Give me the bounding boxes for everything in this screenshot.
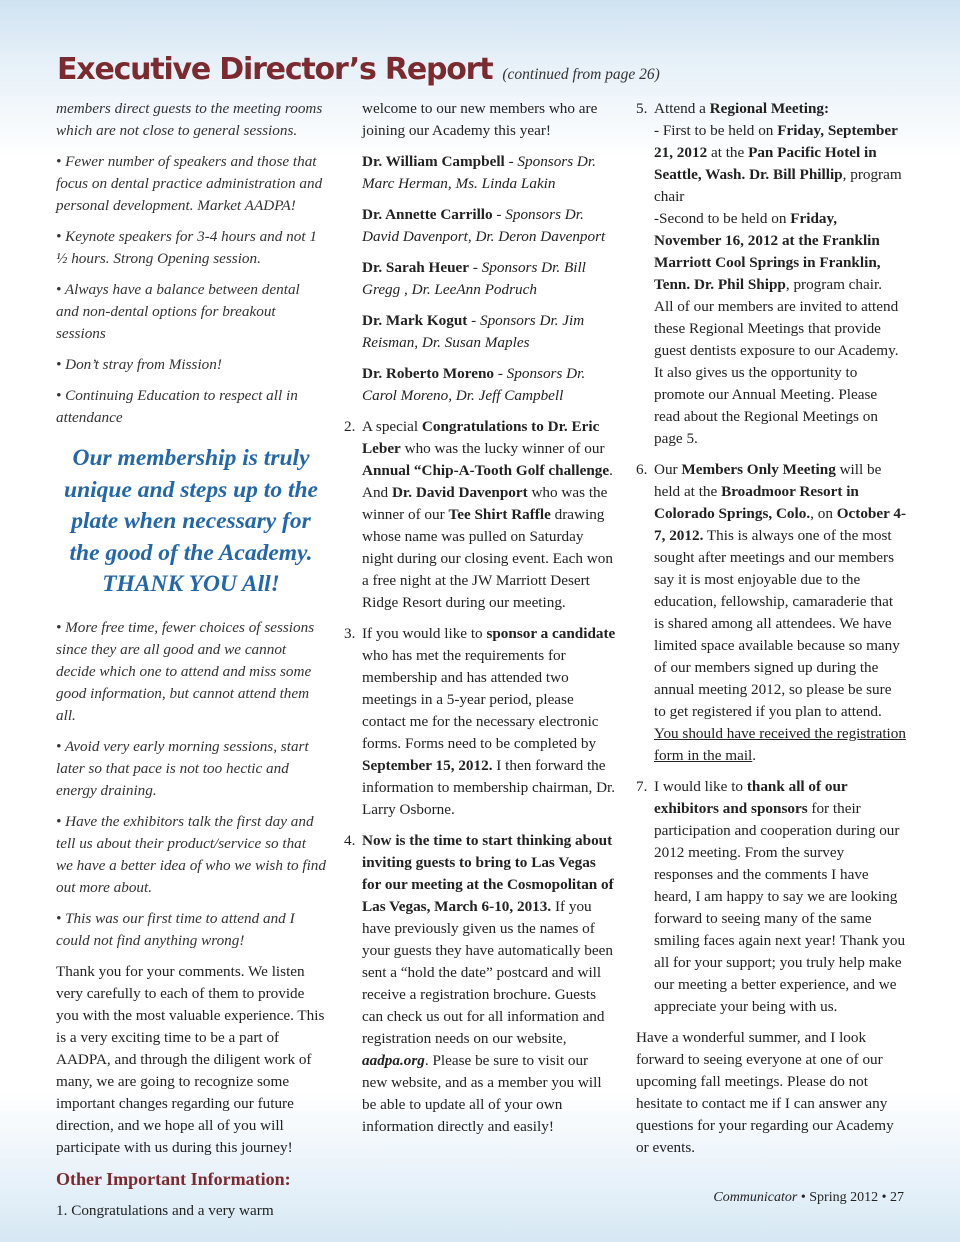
text: for their participation and cooperation during our 2012 meeting. From the survey responses and the comments I have heard, I am happy to say we are looking forward to seeing many of the same smiling faces again next year! Thank you all for your support; you truly help make our meeting a better experience, and we appreciate your being with us. bbox=[654, 800, 906, 1015]
sponsor-names: - Sponsors Dr. David Davenport, Dr. Deron Davenport bbox=[362, 206, 606, 245]
text-bold: Dr. David Davenport bbox=[391, 484, 528, 501]
text: All of our members are invited to attend these Regional Meetings that provide guest dentists exposure to our Academy. It also gives us the opportunity to promote our Annual Meeting. Please read about the Regional Meetings on page 5. bbox=[654, 298, 899, 447]
text: . Please be sure to visit our new website, and as a member you will be able to update all of your own information directly and easily! bbox=[362, 1052, 602, 1135]
sponsor-entry bbox=[362, 151, 616, 195]
continued-note: (continued from page 26) bbox=[502, 66, 660, 83]
item-number: 7. bbox=[636, 778, 648, 795]
list-item-5 bbox=[636, 98, 906, 450]
website-link-text: aadpa.org bbox=[362, 1052, 425, 1069]
item-number: 2. bbox=[344, 418, 356, 435]
text: Attend a bbox=[654, 100, 710, 117]
sponsor-names: - Sponsors Dr. Marc Herman, Ms. Linda Lakin bbox=[362, 153, 596, 192]
text-bold: Annual “Chip-A-Tooth Golf challenge bbox=[362, 462, 610, 479]
text: , on bbox=[810, 505, 837, 522]
member-name: Dr. Roberto Moreno bbox=[362, 365, 495, 382]
text: This is always one of the most sought after meetings and our members say it is most enjoyable due to the education, fellowship, camaraderie that is shared among all attendees. We have limited space available because so many of our members signed up during the annual meeting 2012, so please be sure to get registered if you plan to attend. bbox=[654, 527, 900, 720]
text: who was the winner of our bbox=[362, 484, 608, 523]
text: . bbox=[752, 747, 757, 764]
page-footer bbox=[713, 1190, 904, 1206]
sponsor-names: - Sponsors Dr. Bill Gregg , Dr. LeeAnn Podruch bbox=[362, 259, 586, 298]
text-bold: thank all of our exhibitors and sponsors bbox=[654, 778, 848, 817]
text-bold: Members Only Meeting bbox=[681, 461, 836, 478]
feedback-item: • Have the exhibitors talk the first day and tell us about their product/service so that we have a better idea of who we wish to find out more about. bbox=[56, 812, 326, 896]
text-underlined: You should have received the registration form in the mail bbox=[654, 725, 906, 764]
column-3 bbox=[636, 98, 906, 1168]
text: I would like to bbox=[654, 778, 747, 795]
feedback-item: • Fewer number of speakers and those that focus on dental practice administration and personal development. Market AADPA! bbox=[56, 153, 323, 214]
member-name: Dr. William Campbell bbox=[362, 153, 505, 170]
section-heading: Other Important Information: bbox=[56, 1168, 291, 1189]
feedback-item: • Don’t stray from Mission! bbox=[56, 356, 222, 373]
text: who was the lucky winner of our bbox=[400, 440, 605, 457]
page-header bbox=[57, 52, 660, 87]
text: If you would like to bbox=[362, 625, 487, 642]
text-bold: October 4-7, 2012. bbox=[654, 505, 907, 544]
text: who has met the requirements for membership and has attended two meetings in a 5-year period, please contact me for the necessary electronic forms. Forms need to be completed by bbox=[362, 647, 599, 752]
feedback-item: • Keynote speakers for 3-4 hours and not 1 ½ hours. Strong Opening session. bbox=[56, 228, 317, 267]
text: . And bbox=[362, 462, 613, 501]
text-bold: Now is the time to start thinking about inviting guests to bring to Las Vegas for our meeting at the Cosmopolitan of Las Vegas, March 6-10, 2013. bbox=[362, 832, 614, 915]
feedback-item: • Always have a balance between dental and non-dental options for breakout sessions bbox=[56, 281, 300, 342]
sponsor-names: - Sponsors Dr. Carol Moreno, Dr. Jeff Campbell bbox=[362, 365, 586, 404]
feedback-item: • Continuing Education to respect all in attendance bbox=[56, 387, 298, 426]
publication-name: Communicator bbox=[713, 1190, 798, 1205]
feedback-item: • This was our first time to attend and I could not find anything wrong! bbox=[56, 909, 295, 949]
text: , program chair bbox=[654, 166, 902, 205]
thanks-paragraph: Thank you for your comments. We listen very carefully to each of them to provide you with the most valuable experience. This is a very exciting time to be a part of AADPA, and through the diligent work of many, we are going to recognize some important changes regarding our future direction, and we hope all of you will participate with us during this journey! bbox=[56, 962, 325, 1156]
text: If you have previously given us the names of your guests they have automatically been sent a “hold the date” postcard and will receive a registration brochure. Guests can check us out for all information and registration needs on our website, bbox=[362, 898, 613, 1047]
item-number: 3. bbox=[344, 625, 356, 642]
list-item-7 bbox=[636, 776, 906, 1018]
text: will be held at the bbox=[654, 461, 882, 500]
item-number: 4. bbox=[344, 832, 356, 849]
member-name: Dr. Sarah Heuer bbox=[362, 259, 470, 276]
sponsor-entry bbox=[362, 257, 616, 301]
text-bold: Friday, September 21, 2012 bbox=[654, 122, 898, 161]
sponsor-entry bbox=[362, 310, 616, 354]
text: - First to be held on bbox=[654, 122, 778, 139]
feedback-item: • Avoid very early morning sessions, start later so that pace is not too hectic and energy draining. bbox=[56, 737, 309, 799]
text-bold: Pan Pacific Hotel in Seattle, Wash. Dr. Bill Phillip bbox=[654, 144, 877, 183]
list-item-3 bbox=[344, 623, 616, 821]
pull-quote: Our membership is truly unique and steps up to the plate when necessary for the good of the Academy. THANK YOU All! bbox=[64, 445, 318, 597]
text: at the bbox=[707, 144, 749, 161]
issue-and-page: • Spring 2012 • 27 bbox=[797, 1190, 904, 1205]
list-item-1: 1. Congratulations and a very warm bbox=[56, 1201, 274, 1219]
text-bold: Regional Meeting: bbox=[709, 100, 830, 117]
text-bold: Tee Shirt Raffle bbox=[448, 506, 551, 523]
closing-paragraph: Have a wonderful summer, and I look forward to seeing everyone at one of our upcoming fall meetings. Please do not hesitate to contact me if I can answer any questions for your regarding our Academy or events. bbox=[636, 1029, 894, 1156]
list-item-2 bbox=[344, 416, 616, 614]
text: I then forward the information to membership chairman, Dr. Larry Osborne. bbox=[362, 757, 616, 818]
text-bold: Congratulations to Dr. Eric Leber bbox=[362, 418, 600, 457]
list-item-6 bbox=[636, 459, 906, 767]
text-bold: Friday, November 16, 2012 at the Franklin Marriott Cool Springs in Franklin, Tenn. Dr. Phil Shipp bbox=[654, 210, 881, 293]
feedback-item: members direct guests to the meeting rooms which are not close to general sessions. bbox=[56, 100, 323, 139]
page-title: Executive Director’s Report bbox=[57, 52, 493, 87]
member-name: Dr. Annette Carrillo bbox=[362, 206, 493, 223]
column-2 bbox=[344, 98, 616, 1147]
text-bold: sponsor a candidate bbox=[486, 625, 616, 642]
sponsor-entry bbox=[362, 204, 616, 248]
sponsor-names: - Sponsors Dr. Jim Reisman, Dr. Susan Maples bbox=[362, 312, 585, 351]
welcome-text: welcome to our new members who are joining our Academy this year! bbox=[362, 100, 598, 139]
text-bold: September 15, 2012. bbox=[362, 757, 493, 774]
member-name: Dr. Mark Kogut bbox=[362, 312, 468, 329]
item-number: 6. bbox=[636, 461, 648, 478]
text: Our bbox=[654, 461, 682, 478]
feedback-item: • More free time, fewer choices of sessions since they are all good and we cannot decide which one to attend and miss some good information, but cannot attend them all. bbox=[56, 618, 315, 724]
text: , program chair. bbox=[785, 276, 882, 293]
sponsor-entry bbox=[362, 363, 616, 407]
list-item-4 bbox=[344, 830, 616, 1138]
text: A special bbox=[362, 418, 422, 435]
text-bold: Broadmoor Resort in Colorado Springs, Colo. bbox=[654, 483, 859, 522]
item-number: 5. bbox=[636, 100, 648, 117]
column-1 bbox=[56, 98, 326, 1231]
text: -Second to be held on bbox=[654, 210, 791, 227]
text: drawing whose name was pulled on Saturday night during our closing event. Each won a free night at the JW Marriott Desert Ridge Resort during our meeting. bbox=[362, 506, 613, 611]
